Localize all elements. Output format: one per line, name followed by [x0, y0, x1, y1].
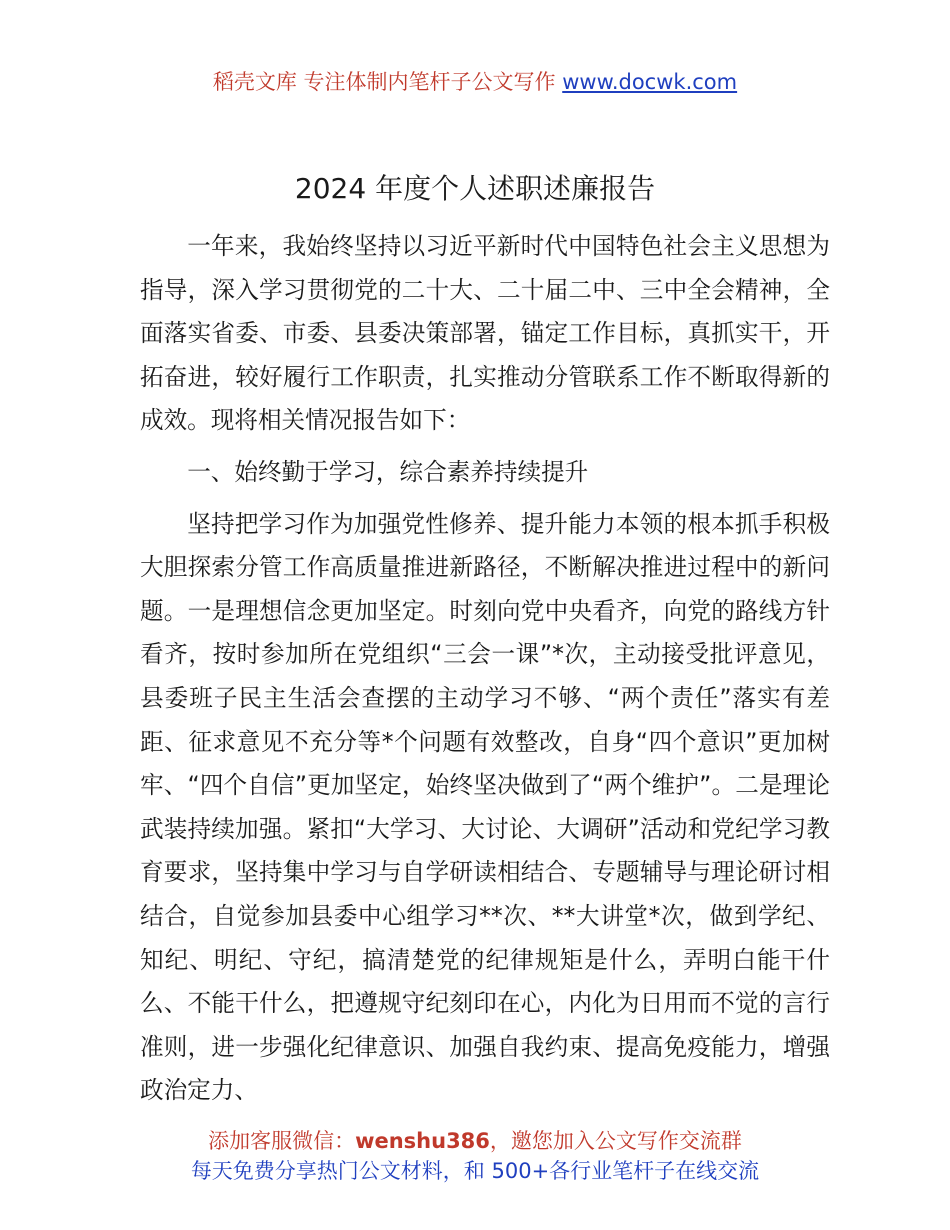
site-link[interactable]: www.docwk.com	[562, 70, 738, 94]
footer-contact-line	[0, 1126, 950, 1156]
document-title: 2024 年度个人述职述廉报告	[294, 172, 656, 205]
footer-promo-line: 每天免费分享热门公文材料，和 500+各行业笔杆子在线交流	[190, 1159, 760, 1183]
footer-banner	[0, 1126, 950, 1186]
header-banner	[0, 66, 950, 98]
section-heading-1: 一、始终勤于学习，综合素养持续提升	[187, 457, 589, 486]
intro-paragraph: 一年来，我始终坚持以习近平新时代中国特色社会主义思想为指导，深入学习贯彻党的二十大、二十届二中、三中全会精神，全面落实省委、市委、县委决策部署，锚定工作目标，真抓实干，开拓奋进，较好履行工作职责，扎实推动分管联系工作不断取得新的成效。现将相关情况报告如下：	[140, 232, 830, 435]
document-body	[140, 225, 830, 1113]
footer-contact-prefix: 添加客服微信：	[208, 1129, 356, 1153]
wechat-id: wenshu386	[355, 1129, 490, 1153]
footer-contact-suffix: ，邀您加入公文写作交流群	[489, 1129, 742, 1153]
brand-slogan: 稻壳文库 专注体制内笔杆子公文写作	[212, 70, 563, 94]
section-1-paragraph: 坚持把学习作为加强党性修养、提升能力本领的根本抓手积极大胆探索分管工作高质量推进新路径，不断解决推进过程中的新问题。一是理想信念更加坚定。时刻向党中央看齐，向党的路线方针看齐，按时参加所在党组织“三会一课”*次，主动接受批评意见，县委班子民主生活会查摆的主动学习不够、“两个责任”落实有差距、征求意见不充分等*个问题有效整改，自身“四个意识”更加树牢、“四个自信”更加坚定，始终坚决做到了“两个维护”。二是理论武装持续加强。紧扣“大学习、大讨论、大调研”活动和党纪学习教育要求，坚持集中学习与自学研读相结合、专题辅导与理论研讨相结合，自觉参加县委中心组学习**次、**大讲堂*次，做到学纪、知纪、明纪、守纪，搞清楚党的纪律规矩是什么，弄明白能干什么、不能干什么，把遵规守纪刻印在心，内化为日用而不觉的言行准则，进一步强化纪律意识、加强自我约束、提高免疫能力，增强政治定力、	[140, 509, 830, 1105]
